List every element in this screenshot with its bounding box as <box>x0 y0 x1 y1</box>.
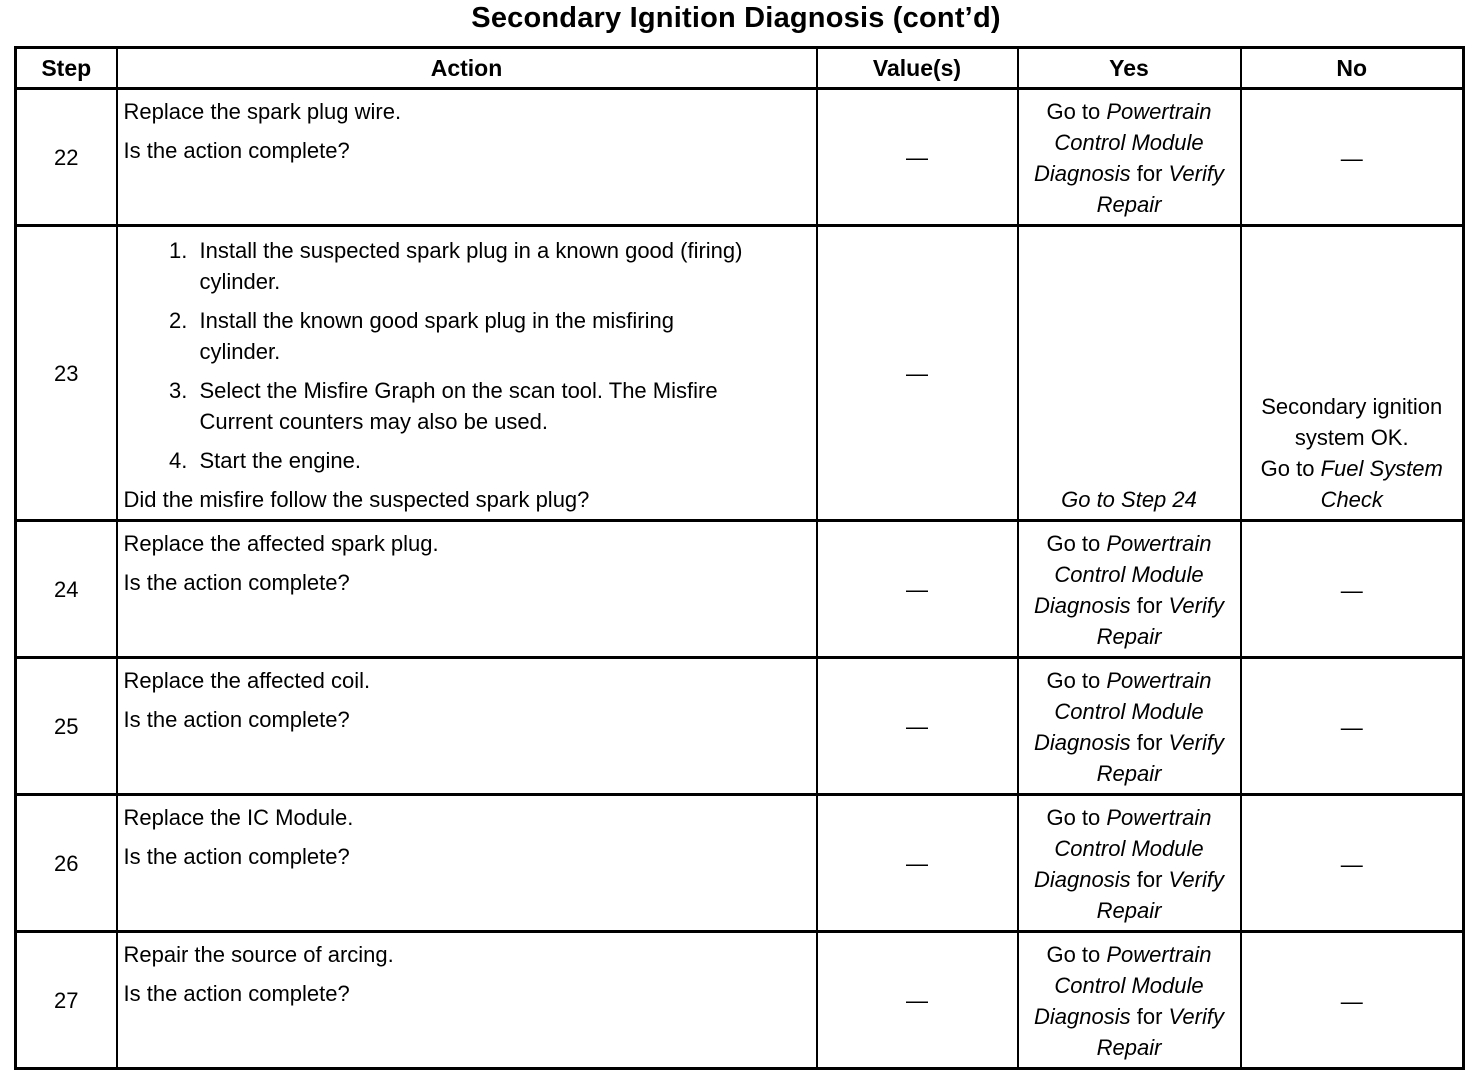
yes-link-verify-repair[interactable]: Verify Repair <box>1096 730 1224 786</box>
value-cell: — <box>817 932 1018 1069</box>
yes-mid: for <box>1130 161 1169 186</box>
action-list <box>124 235 810 476</box>
value-cell: — <box>817 89 1018 226</box>
table-header-row <box>16 48 1464 89</box>
step-number: 22 <box>16 89 117 226</box>
yes-prefix: Go to <box>1046 942 1107 967</box>
action-text: Replace the spark plug wire. <box>123 99 402 124</box>
action-question: Is the action complete? <box>123 138 350 163</box>
no-cell: — <box>1241 795 1464 932</box>
action-question: Did the misfire follow the suspected spark plug? <box>123 487 590 512</box>
yes-link-verify-repair[interactable]: Verify Repair <box>1096 1004 1224 1060</box>
action-cell <box>117 658 817 795</box>
action-list-item: 1. Install the suspected spark plug in a known good (firing) cylinder. <box>194 235 760 297</box>
action-cell <box>117 795 817 932</box>
step-number: 23 <box>16 226 117 521</box>
action-question: Is the action complete? <box>123 707 350 732</box>
action-list-item: 4. Start the engine. <box>194 445 760 476</box>
yes-cell <box>1018 932 1241 1069</box>
action-text: Repair the source of arcing. <box>123 942 394 967</box>
yes-link-powertrain[interactable]: Powertrain Control Module Diagnosis <box>1034 805 1212 892</box>
value-cell: — <box>817 795 1018 932</box>
table-row-step-27 <box>16 932 1464 1069</box>
action-list-item: 3. Select the Misfire Graph on the scan tool. The Misfire Current counters may also be used. <box>194 375 760 437</box>
header-step: Step <box>16 48 117 89</box>
header-yes: Yes <box>1018 48 1241 89</box>
action-cell <box>117 226 817 521</box>
no-cell: — <box>1241 932 1464 1069</box>
yes-cell <box>1018 795 1241 932</box>
yes-link-powertrain[interactable]: Powertrain Control Module Diagnosis <box>1034 99 1212 186</box>
no-prefix: Go to <box>1260 456 1321 481</box>
diagnosis-table <box>14 46 1465 1070</box>
yes-prefix: Go to <box>1046 805 1107 830</box>
yes-cell <box>1018 89 1241 226</box>
value-cell: — <box>817 658 1018 795</box>
yes-prefix: Go to <box>1046 99 1107 124</box>
step-number: 26 <box>16 795 117 932</box>
no-text: Secondary ignition system OK. <box>1261 394 1443 450</box>
yes-mid: for <box>1130 730 1169 755</box>
yes-link-verify-repair[interactable]: Verify Repair <box>1096 161 1224 217</box>
yes-link-powertrain[interactable]: Powertrain Control Module Diagnosis <box>1034 531 1212 618</box>
value-cell: — <box>817 226 1018 521</box>
yes-link-powertrain[interactable]: Powertrain Control Module Diagnosis <box>1034 942 1212 1029</box>
yes-link-step-24[interactable]: Go to Step 24 <box>1061 487 1197 512</box>
no-cell: — <box>1241 658 1464 795</box>
header-no: No <box>1241 48 1464 89</box>
table-row-step-23 <box>16 226 1464 521</box>
action-text: Replace the affected coil. <box>123 668 371 693</box>
table-row-step-26 <box>16 795 1464 932</box>
table-row-step-22 <box>16 89 1464 226</box>
table-row-step-24 <box>16 521 1464 658</box>
yes-mid: for <box>1130 593 1169 618</box>
yes-link-verify-repair[interactable]: Verify Repair <box>1096 593 1224 649</box>
yes-mid: for <box>1130 867 1169 892</box>
yes-link-powertrain[interactable]: Powertrain Control Module Diagnosis <box>1034 668 1212 755</box>
action-list-item: 2. Install the known good spark plug in the misfiring cylinder. <box>194 305 760 367</box>
yes-cell <box>1018 521 1241 658</box>
yes-link-verify-repair[interactable]: Verify Repair <box>1096 867 1224 923</box>
yes-cell <box>1018 658 1241 795</box>
no-cell <box>1241 226 1464 521</box>
yes-prefix: Go to <box>1046 531 1107 556</box>
no-cell: — <box>1241 89 1464 226</box>
table-row-step-25 <box>16 658 1464 795</box>
step-number: 27 <box>16 932 117 1069</box>
page-title: Secondary Ignition Diagnosis (cont’d) <box>471 2 1001 34</box>
step-number: 25 <box>16 658 117 795</box>
action-question: Is the action complete? <box>123 844 350 869</box>
value-cell: — <box>817 521 1018 658</box>
yes-prefix: Go to <box>1046 668 1107 693</box>
no-link-fuel-system-check[interactable]: Fuel System Check <box>1320 456 1443 512</box>
header-values: Value(s) <box>817 48 1018 89</box>
action-question: Is the action complete? <box>123 981 350 1006</box>
step-number: 24 <box>16 521 117 658</box>
action-text: Replace the affected spark plug. <box>123 531 439 556</box>
yes-mid: for <box>1130 1004 1169 1029</box>
action-cell <box>117 521 817 658</box>
action-question: Is the action complete? <box>123 570 350 595</box>
header-action: Action <box>117 48 817 89</box>
action-cell <box>117 932 817 1069</box>
action-text: Replace the IC Module. <box>123 805 354 830</box>
yes-cell <box>1018 226 1241 521</box>
no-cell: — <box>1241 521 1464 658</box>
action-cell <box>117 89 817 226</box>
